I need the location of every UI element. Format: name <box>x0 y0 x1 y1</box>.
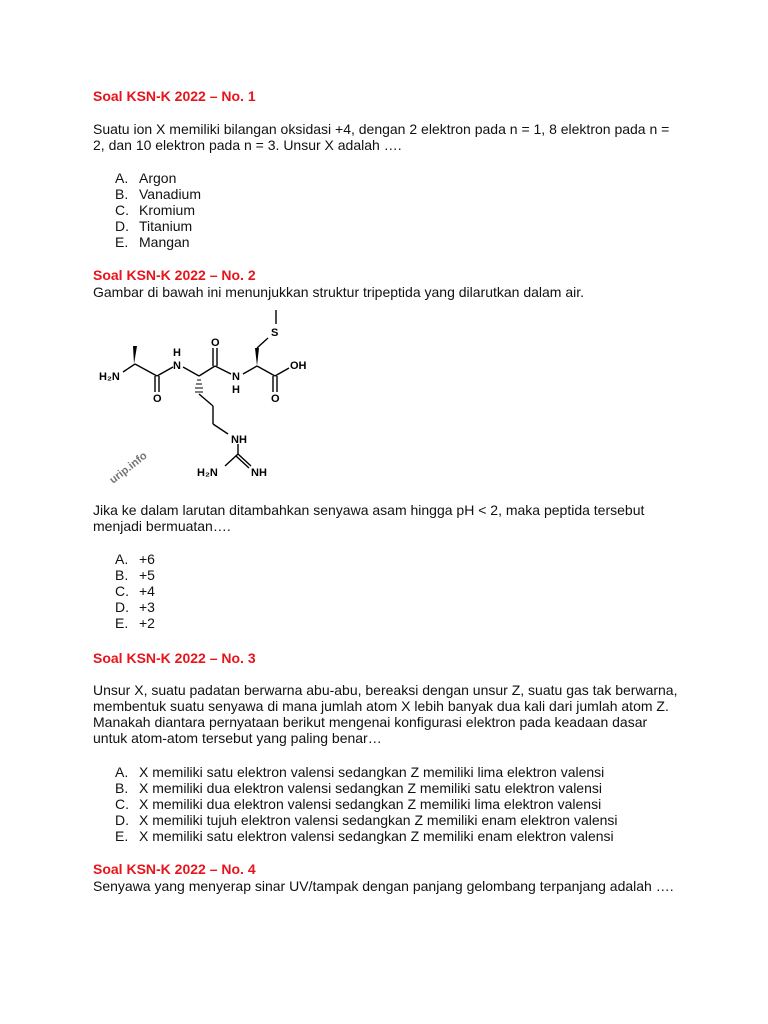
q3-option-c: C. X memiliki dua elektron valensi sedangkan Z memiliki lima elektron valensi <box>115 796 602 812</box>
q3-options <box>93 764 618 844</box>
label-h2n-bottom: H₂N <box>197 467 218 479</box>
label-n1: N <box>173 360 181 372</box>
q1-option-c: C. Kromium <box>115 202 196 218</box>
label-h1: H <box>173 347 181 359</box>
label-o3: O <box>271 393 280 405</box>
q1-option-e: E. Mangan <box>115 234 190 250</box>
q3-option-e: E. X memiliki satu elektron valensi sedangkan Z memiliki enam elektron valensi <box>115 828 614 844</box>
q3-option-b: B. X memiliki dua elektron valensi sedangkan Z memiliki satu elektron valensi <box>115 780 602 796</box>
q2-text2: Jika ke dalam larutan ditambahkan senyawa asam hingga pH < 2, maka peptida tersebut menjadi bermuatan…. <box>93 502 645 534</box>
label-h2n-left: H₂N <box>99 371 120 383</box>
label-nh3: NH <box>231 434 247 446</box>
q2-option-d: D. +3 <box>115 599 155 615</box>
label-h2: H <box>232 384 240 396</box>
q2-title: Soal KSN-K 2022 – No. 2 <box>93 267 256 283</box>
q4-title: Soal KSN-K 2022 – No. 4 <box>93 861 256 877</box>
q1-option-a: A. Argon <box>115 170 177 186</box>
q3-text: Unsur X, suatu padatan berwarna abu-abu, bereaksi dengan unsur Z, suatu gas tak berwarna, membentuk suatu senyawa di mana jumlah atom X lebih banyak dua kali dari jumlah atom Z. Manakah diantara pernyataan berikut mengenai konfigurasi elektron pada keadaan dasar untuk atom-atom tersebut yang paling benar… <box>93 682 678 746</box>
q1-title: Soal KSN-K 2022 – No. 1 <box>93 88 256 104</box>
tripeptide-structure-figure <box>93 306 323 491</box>
q2-options <box>93 551 155 631</box>
label-nh4: NH <box>251 467 267 479</box>
q1-option-b: B. Vanadium <box>115 186 202 202</box>
label-s: S <box>271 327 279 339</box>
label-n2: N <box>232 371 240 383</box>
label-oh: OH <box>290 360 307 372</box>
q4-text: Senyawa yang menyerap sinar UV/tampak dengan panjang gelombang terpanjang adalah …. <box>93 878 674 894</box>
q2-option-c: C. +4 <box>115 583 155 599</box>
q3-title: Soal KSN-K 2022 – No. 3 <box>93 650 256 666</box>
q2-option-a: A. +6 <box>115 551 155 567</box>
q2-text: Gambar di bawah ini menunjukkan struktur tripeptida yang dilarutkan dalam air. <box>93 284 585 300</box>
q1-option-d: D. Titanium <box>115 218 193 234</box>
q2-option-e: E. +2 <box>115 615 155 631</box>
q1-text: Suatu ion X memiliki bilangan oksidasi +4, dengan 2 elektron pada n = 1, 8 elektron pada n = 2, dan 10 elektron pada n = 3. Unsur X adalah …. <box>93 121 670 153</box>
label-o2: O <box>211 337 220 349</box>
tripeptide-structure <box>93 306 323 491</box>
q2-option-b: B. +5 <box>115 567 155 583</box>
q3-option-a: A. X memiliki satu elektron valensi sedangkan Z memiliki lima elektron valensi <box>115 764 605 780</box>
label-o1: O <box>153 393 162 405</box>
q1-options <box>93 170 201 250</box>
watermark: urip.info <box>107 449 150 487</box>
q3-option-d: D. X memiliki tujuh elektron valensi sedangkan Z memiliki enam elektron valensi <box>115 812 618 828</box>
